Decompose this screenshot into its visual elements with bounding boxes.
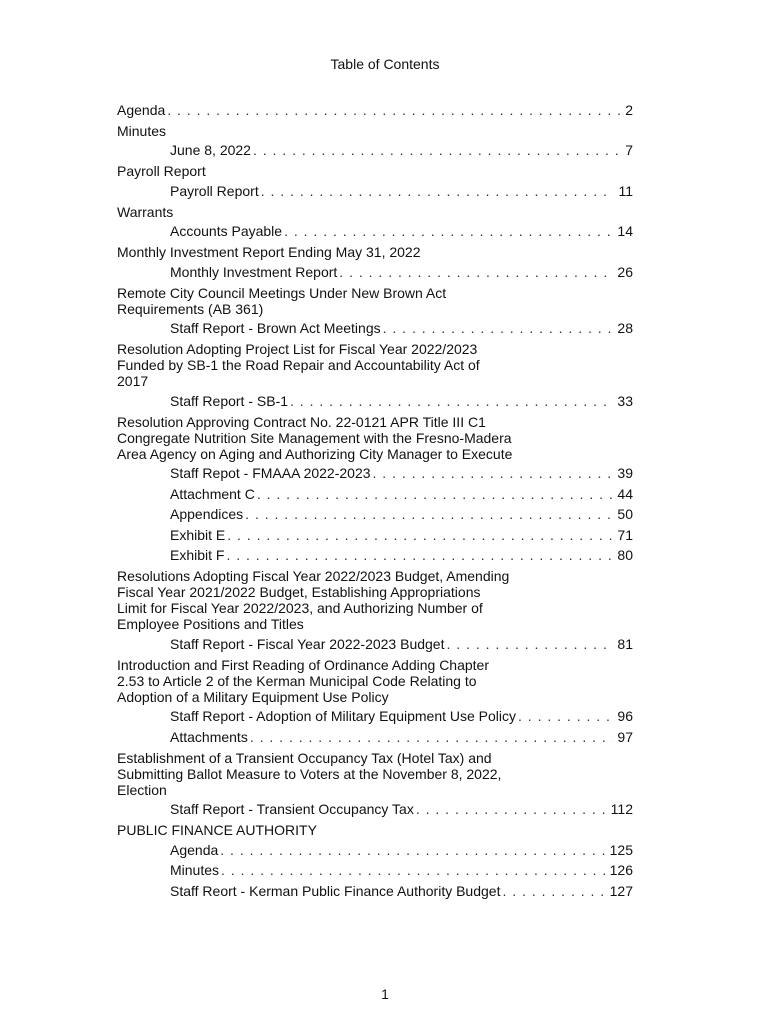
toc-entry-title: Agenda bbox=[117, 101, 166, 118]
toc-entry-page: 26 bbox=[617, 263, 633, 280]
toc-entry-page: 44 bbox=[617, 485, 633, 502]
toc-entry-title: Accounts Payable bbox=[170, 223, 283, 239]
toc-entry[interactable] bbox=[117, 544, 633, 565]
toc-section-heading: Establishment of a Transient Occupancy Tax (Hotel Tax) and bbox=[117, 749, 492, 766]
toc-entry[interactable] bbox=[117, 139, 633, 160]
toc-entry[interactable] bbox=[117, 798, 633, 819]
toc-section-heading: Adoption of a Military Equipment Use Policy bbox=[117, 688, 389, 705]
toc-section-heading: Fiscal Year 2021/2022 Budget, Establishing Appropriations bbox=[117, 584, 481, 600]
toc-entry-page: 97 bbox=[617, 728, 633, 745]
toc-entry-page: 127 bbox=[609, 882, 633, 899]
toc-entry[interactable] bbox=[117, 482, 633, 503]
toc-entry[interactable] bbox=[117, 462, 633, 483]
toc-section-heading: 2.53 to Article 2 of the Kerman Municipal Code Relating to bbox=[117, 672, 477, 689]
toc-section-heading: Remote City Council Meetings Under New Brown Act bbox=[117, 284, 447, 301]
toc-entry[interactable] bbox=[117, 523, 633, 544]
toc-entry[interactable] bbox=[117, 859, 633, 880]
toc-entry-title: June 8, 2022 bbox=[170, 142, 251, 158]
dot-leader bbox=[290, 393, 613, 410]
toc-section-heading: 2017 bbox=[117, 373, 149, 389]
dot-leader bbox=[518, 708, 613, 725]
toc-entry-title: Attachments bbox=[170, 728, 248, 745]
dot-leader bbox=[383, 320, 614, 337]
dot-leader bbox=[339, 264, 613, 281]
toc-entry-title: Staff Report - SB-1 bbox=[170, 392, 289, 409]
dot-leader bbox=[220, 842, 605, 859]
dot-leader bbox=[250, 729, 614, 746]
toc-entry[interactable] bbox=[117, 98, 633, 119]
toc-entry-page: 96 bbox=[617, 708, 633, 724]
page-number: 1 bbox=[381, 986, 389, 1002]
toc-entry-title: Staff Report - Adoption of Military Equipment Use Policy bbox=[170, 708, 517, 724]
toc-section-heading: Resolution Approving Contract No. 22-0121 APR Title III C1 bbox=[117, 413, 486, 430]
toc-section-heading: Monthly Investment Report Ending May 31, 2022 bbox=[117, 244, 421, 260]
toc-entry-page: 39 bbox=[617, 465, 633, 481]
toc-section-heading: Election bbox=[117, 781, 167, 798]
toc-entry[interactable] bbox=[117, 220, 633, 241]
dot-leader bbox=[257, 486, 614, 503]
toc-entry-page: 81 bbox=[617, 635, 633, 652]
toc-entry[interactable] bbox=[117, 389, 633, 410]
toc-section-heading: PUBLIC FINANCE AUTHORITY bbox=[117, 822, 317, 838]
dot-leader bbox=[221, 862, 606, 879]
toc-entry[interactable] bbox=[117, 879, 633, 900]
toc-entry-page: 50 bbox=[617, 506, 633, 522]
toc-section-heading: Resolution Adopting Project List for Fiscal Year 2022/2023 bbox=[117, 341, 478, 357]
dot-leader bbox=[373, 465, 614, 482]
toc-entry-page: 28 bbox=[617, 320, 633, 336]
toc-entry-title: Payroll Report bbox=[170, 182, 259, 199]
toc-entry[interactable] bbox=[117, 705, 633, 726]
toc-entry-title: Monthly Investment Report bbox=[170, 263, 338, 280]
toc-section-heading: Payroll Report bbox=[117, 163, 206, 179]
page-title: Table of Contents bbox=[330, 56, 440, 72]
toc-entry-page: 7 bbox=[625, 142, 633, 158]
dot-leader bbox=[284, 223, 613, 240]
dot-leader bbox=[226, 547, 613, 564]
toc-entry-page: 71 bbox=[617, 526, 633, 543]
toc-entry[interactable] bbox=[117, 725, 633, 746]
toc-entry-page: 80 bbox=[617, 547, 633, 563]
toc-entry-page: 33 bbox=[617, 392, 633, 409]
toc-entry-title: Staff Report - Fiscal Year 2022-2023 Budget bbox=[170, 635, 445, 652]
toc-entry-title: Appendices bbox=[170, 506, 244, 522]
dot-leader bbox=[253, 142, 621, 159]
toc-entry[interactable] bbox=[117, 632, 633, 653]
toc-entry-title: Exhibit F bbox=[170, 547, 225, 563]
toc-entry-title: Exhibit E bbox=[170, 526, 226, 543]
toc-entry-page: 112 bbox=[610, 801, 633, 817]
toc-entry-title: Staff Reort - Kerman Public Finance Authority Budget bbox=[170, 882, 501, 899]
toc-section-heading: Minutes bbox=[117, 122, 167, 139]
table-of-contents bbox=[117, 98, 633, 900]
toc-entry-page: 2 bbox=[625, 101, 633, 118]
dot-leader bbox=[167, 102, 621, 119]
toc-section-heading: Area Agency on Aging and Authorizing City Manager to Execute bbox=[117, 445, 513, 462]
toc-section-heading: Introduction and First Reading of Ordinance Adding Chapter bbox=[117, 656, 490, 673]
toc-entry-title: Staff Repot - FMAAA 2022-2023 bbox=[170, 465, 371, 481]
toc-entry[interactable] bbox=[117, 317, 633, 338]
dot-leader bbox=[446, 636, 613, 653]
toc-entry-title: Attachment C bbox=[170, 485, 255, 502]
toc-section-heading: Resolutions Adopting Fiscal Year 2022/2023 Budget, Amending bbox=[117, 568, 510, 584]
toc-entry-title: Agenda bbox=[170, 841, 219, 858]
dot-leader bbox=[261, 183, 615, 200]
dot-leader bbox=[416, 801, 607, 818]
toc-section-heading: Submitting Ballot Measure to Voters at the November 8, 2022, bbox=[117, 765, 502, 782]
dot-leader bbox=[502, 883, 605, 900]
toc-entry[interactable] bbox=[117, 260, 633, 281]
toc-entry-title: Minutes bbox=[170, 862, 220, 878]
toc-entry-title: Staff Report - Brown Act Meetings bbox=[170, 320, 381, 336]
toc-section-heading: Limit for Fiscal Year 2022/2023, and Authorizing Number of bbox=[117, 600, 483, 616]
toc-entry-page: 11 bbox=[618, 182, 633, 199]
toc-entry-page: 14 bbox=[617, 223, 633, 239]
toc-entry[interactable] bbox=[117, 179, 633, 200]
toc-section-heading: Employee Positions and Titles bbox=[117, 616, 304, 632]
toc-entry-page: 126 bbox=[609, 862, 633, 878]
toc-entry-title: Staff Report - Transient Occupancy Tax bbox=[170, 801, 414, 817]
toc-entry[interactable] bbox=[117, 838, 633, 859]
toc-entry[interactable] bbox=[117, 503, 633, 524]
toc-entry-page: 125 bbox=[609, 841, 633, 858]
toc-section-heading: Funded by SB-1 the Road Repair and Accountability Act of bbox=[117, 357, 480, 373]
dot-leader bbox=[245, 506, 613, 523]
toc-section-heading: Warrants bbox=[117, 203, 174, 220]
toc-section-heading: Requirements (AB 361) bbox=[117, 300, 264, 317]
toc-section-heading: Congregate Nutrition Site Management with the Fresno-Madera bbox=[117, 429, 512, 446]
dot-leader bbox=[227, 527, 613, 544]
